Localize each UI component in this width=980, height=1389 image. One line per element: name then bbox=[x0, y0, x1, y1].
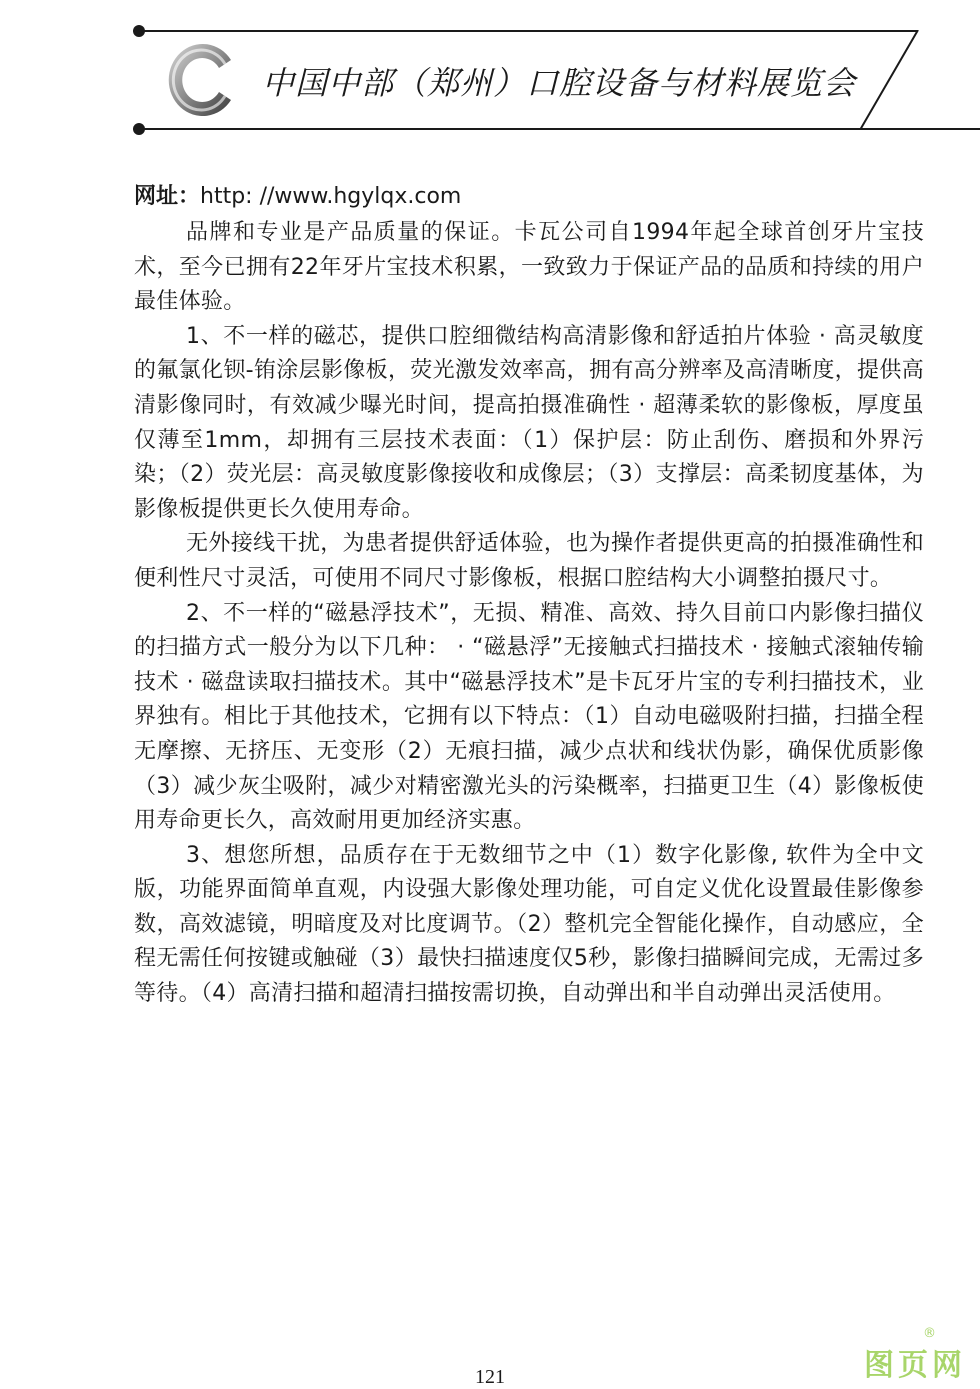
header-slash-divider bbox=[858, 30, 920, 130]
page-number: 121 bbox=[475, 1366, 505, 1388]
header-title: 中国中部（郑州）口腔设备与材料展览会 bbox=[262, 64, 857, 102]
watermark-registered-mark: ® bbox=[923, 1326, 936, 1341]
feature-3-paragraph: 3、想您所想，品质存在于无数细节之中（1）数字化影像, 软件为全中文版，功能界面简单直观，内设强大影像处理功能，可自定义优化设置最佳影像参数，高效滤镜，明暗度及对比度调节。（2）整机完全智能化操作，自动感应，全程无需任何按键或触碰（3）最快扫描速度仅5秒，影像扫描瞬间完成，无需过多等待。（4）高清扫描和超清扫描按需切换，自动弹出和半自动弹出灵活使用。 bbox=[134, 842, 924, 1007]
feature-1-paragraph: 1、不一样的磁芯，提供口腔细微结构高清影像和舒适拍片体验 · 高灵敏度的氟氯化钡-铕涂层影像板，荧光激发效率高，拥有高分辨率及高清晰度，提供高清影像同时，有效减少曝光时间，提高拍摄准确性 · 超薄柔软的影像板，厚度虽仅薄至1mm，却拥有三层技术表面：（1）保护层：防止刮伤、磨损和外界污染；（2）荧光层：高灵敏度影像接收和成像层；（3）支撑层：高柔韧度基体，为影像板提供更长久使用寿命。 bbox=[134, 323, 924, 522]
intro-paragraph: 品牌和专业是产品质量的保证。卡瓦公司自1994年起全球首创牙片宝技术，至今已拥有22年牙片宝技术积累，一致致力于保证产品的品质和持续的用户最佳体验。 bbox=[134, 220, 924, 315]
header-top-rule bbox=[138, 30, 918, 32]
website-line bbox=[134, 180, 924, 214]
header-top-dot bbox=[133, 25, 145, 37]
header-bottom-dot bbox=[133, 123, 145, 135]
website-url: http: //www.hgylqx.com bbox=[200, 184, 462, 209]
watermark: 图页网 bbox=[864, 1348, 966, 1383]
article-body bbox=[134, 180, 924, 1012]
feature-1-extra-paragraph: 无外接线干扰，为患者提供舒适体验，也为操作者提供更高的拍摄准确性和便利性尺寸灵活，可使用不同尺寸影像板，根据口腔结构大小调整拍摄尺寸。 bbox=[134, 531, 924, 591]
page-header bbox=[0, 0, 980, 150]
header-bottom-rule bbox=[138, 128, 980, 130]
feature-2-paragraph: 2、不一样的“磁悬浮技术”，无损、精准、高效、持久目前口内影像扫描仪的扫描方式一般分为以下几种： · “磁悬浮”无接触式扫描技术 · 接触式滚轴传输技术 · 磁盘读取扫描技术。其中“磁悬浮技术”是卡瓦牙片宝的专利扫描技术，业界独有。相比于其他技术，它拥有以下特点：（1）自动电磁吸附扫描，扫描全程无摩擦、无挤压、无变形（2）无痕扫描，减少点状和线状伪影，确保优质影像（3）减少灰尘吸附，减少对精密激光头的污染概率，扫描更卫生（4）影像板使用寿命更长久，高效耐用更加经济实惠。 bbox=[134, 600, 924, 834]
website-label: 网址： bbox=[134, 184, 201, 209]
exhibition-logo-icon bbox=[165, 40, 237, 120]
